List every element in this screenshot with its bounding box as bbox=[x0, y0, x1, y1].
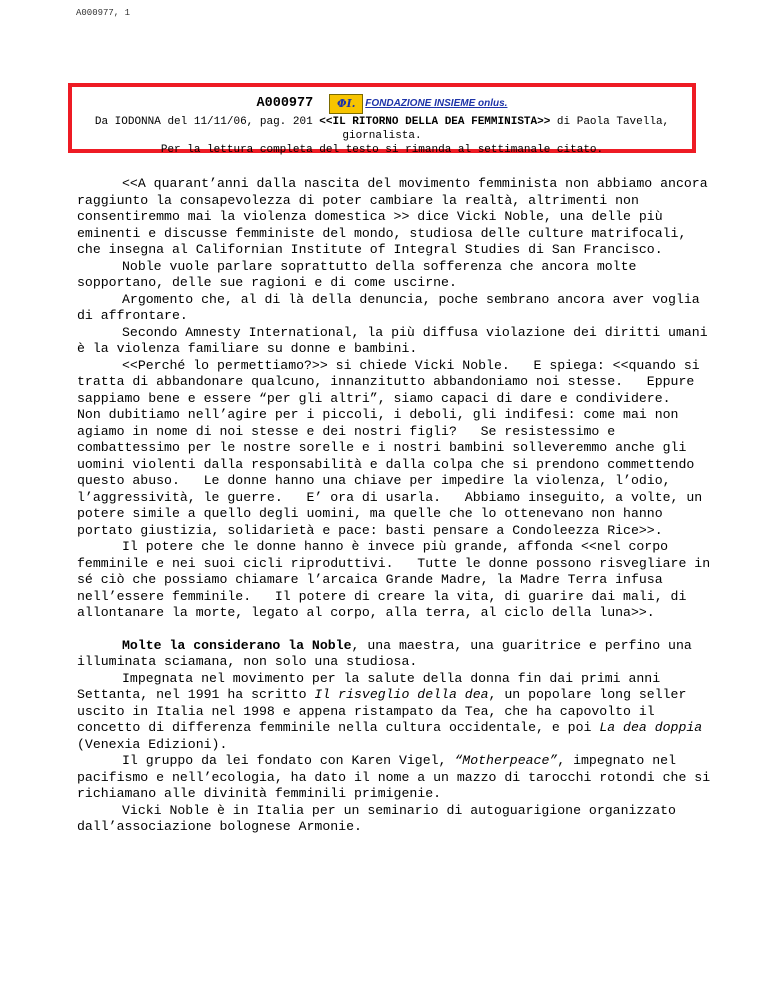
foundation-link[interactable]: FONDAZIONE INSIEME onlus. bbox=[365, 98, 508, 109]
paragraph: Noble vuole parlare soprattutto della sofferenza che ancora molte sopportano, delle sue ragioni e di come uscirne. bbox=[77, 258, 645, 290]
source-citation bbox=[82, 115, 682, 143]
paragraph-text: Impegnata nel movimento per la salute della donna fin dai primi anni Settanta, nel 1991 ha scritto bbox=[77, 670, 669, 702]
article-body bbox=[77, 176, 717, 836]
paragraph: Vicki Noble è in Italia per un seminario di autoguarigione organizzato dall’associazione bolognese Armonie. bbox=[77, 802, 684, 834]
book-title: La dea doppia bbox=[599, 720, 703, 735]
paragraph bbox=[77, 638, 717, 671]
paragraph-text: , un popolare long seller uscito in Italia nel 1998 e appena ristampato da Tea, che ha capovolto il concetto di differenza femminile nella cultura occidentale, e poi bbox=[77, 687, 695, 735]
paragraph: Il potere che le donne hanno è invece più grande, affonda <<nel corpo femminile e nei suoi cicli riproduttivi. Tutte le donne possono risvegliare in sé ciò che possiamo chiamare l’arcaica Grande Madre, la Madre Terra infusa nell’essere femminile. Il potere di creare la vita, di guarire dai mali, di allontanare la morte, legato al corpo, alla terra, al ciclo della luna>>. bbox=[77, 539, 719, 620]
paragraph: Secondo Amnesty International, la più diffusa violazione dei diritti umani è la violenza familiare su donne e bambini. bbox=[77, 324, 716, 356]
paragraph: Argomento che, al di là della denuncia, poche sembrano ancora aver voglia di affrontare. bbox=[77, 291, 708, 323]
document-code: A000977 bbox=[256, 96, 314, 111]
group-name: “Motherpeace” bbox=[454, 753, 558, 768]
paragraph-text: , impegnato nel pacifismo e nell’ecologia, ha dato il nome a un mazzo di tarocchi rotondi che si richiamano alle divinità femminili primigenie. bbox=[77, 753, 719, 801]
source-author: di Paola Tavella, giornalista. bbox=[342, 116, 670, 142]
book-title: Il risveglio della dea bbox=[314, 687, 489, 702]
paragraph-lead: Molte la considerano la Noble bbox=[122, 637, 352, 653]
paragraph-text: (Venexia Edizioni). bbox=[77, 720, 711, 752]
paragraph bbox=[77, 671, 717, 754]
reading-note: Per la lettura completa del testo si rimanda al settimanale citato. bbox=[160, 144, 604, 156]
document-header bbox=[68, 83, 696, 156]
source-prefix: Da IODONNA del 11/11/06, pag. 201 bbox=[94, 116, 320, 128]
paragraph-text: , una maestra, una guaritrice e perfino una illuminata sciamana, non solo una studiosa. bbox=[77, 637, 700, 669]
paragraph-text: Il gruppo da lei fondato con Karen Vigel, bbox=[122, 753, 455, 768]
paragraph bbox=[77, 753, 717, 803]
paragraph: <<A quarant’anni dalla nascita del movimento femminista non abbiamo ancora raggiunto la consapevolezza di poter cambiare la realtà, altrimenti non consentiremmo mai la violenza domestica >> dice Vicki Noble, una delle più eminenti e discusse femministe del mondo, studiosa delle culture matrifocali, che insegna al Californian Institute of Integral Studies di San Francisco. bbox=[77, 176, 716, 257]
paragraph: <<Perché lo permettiamo?>> si chiede Vicki Noble. E spiega: <<quando si tratta di abbandonare qualcuno, innanzitutto abbandoniamo noi stesse. Eppure sappiamo bene e essere “per gli altri”, siamo capaci di dare e condividere. Non dubitiamo nell’agire per i piccoli, i deboli, gli indifesi: come mai non agiamo in nome di noi stesse e dei nostri figli? Se resistessimo e combattessimo per le nostre sorelle e i nostri bambini solleveremmo anche gli uomini violenti dalla responsabilità e dalla colpa che si prendono commettendo questo abuso. Le donne hanno una chiave per impedire la violenza, l’odio, l’aggressività, le guerre. E’ ora di usarla. Abbiamo inseguito, a volte, un potere simile a quello degli uomini, ma quelle che lo ottenevano non hanno portato giustizia, solidarietà e pace: basti pensare a Condoleezza Rice>>. bbox=[77, 357, 711, 538]
source-article-title: <<IL RITORNO DELLA DEA FEMMINISTA>> bbox=[319, 116, 551, 128]
foundation-logo-icon: ΦI. bbox=[329, 94, 363, 114]
page-id: A000977, 1 bbox=[76, 8, 131, 18]
header-title-row bbox=[72, 93, 692, 115]
